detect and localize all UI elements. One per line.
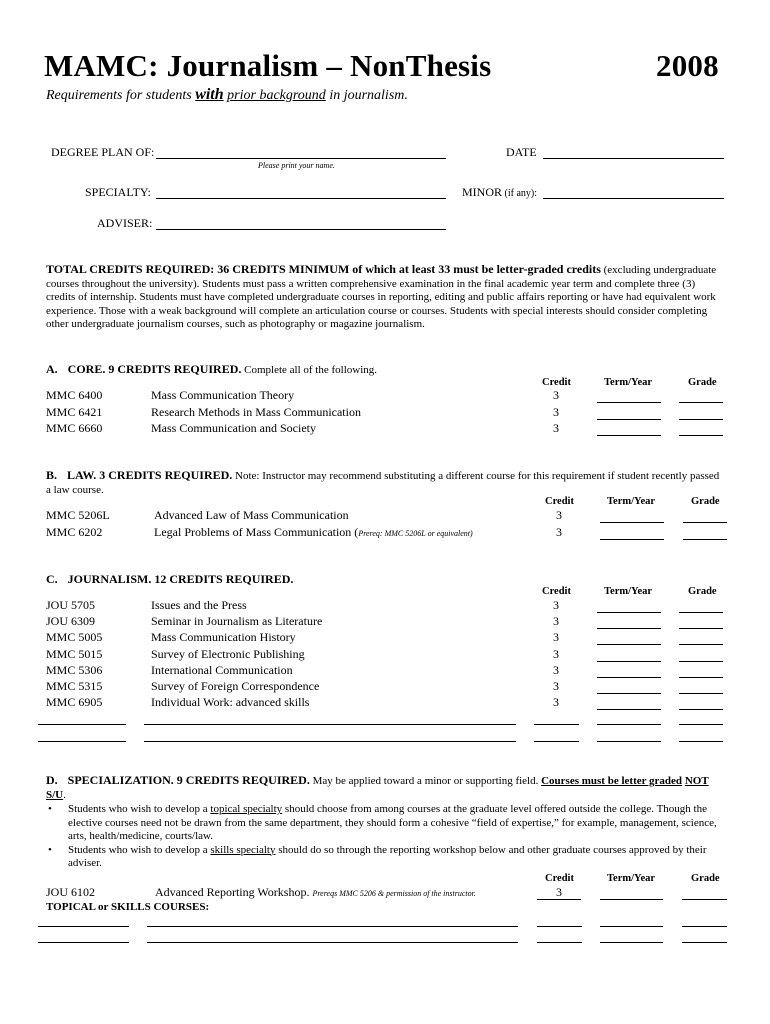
blank-grade-d2[interactable] — [682, 942, 727, 943]
blank-name-c1[interactable] — [144, 724, 516, 725]
section-b-letter: B. — [46, 468, 58, 482]
blank-name-d2[interactable] — [147, 942, 518, 943]
blank-credit-c1[interactable] — [534, 724, 579, 725]
course-code: MMC 6202 — [46, 524, 103, 539]
bullet1-post: should choose from among courses at the graduate level offered outside the college. Though the elective courses need not be drawn from the same department, they should form a cohesive “field of expertise,” for example, management, science, arts, health/medicine, courts/law. — [68, 803, 717, 842]
term-field[interactable] — [600, 899, 663, 900]
bullet1-pre: Students who wish to develop a — [68, 803, 211, 815]
grade-field[interactable] — [679, 402, 723, 403]
col-grade-d: Grade — [691, 873, 720, 884]
grade-field[interactable] — [679, 693, 723, 694]
course-code: MMC 6660 — [46, 421, 103, 435]
course-name-text: Advanced Reporting Workshop. — [155, 885, 313, 899]
course-name-text: Mass Communication and Society — [151, 421, 316, 435]
course-name-text: Individual Work: advanced skills — [151, 695, 310, 710]
grade-field[interactable] — [679, 419, 723, 420]
bullet-dot-icon: • — [48, 803, 52, 815]
term-field[interactable] — [597, 435, 661, 436]
section-c-title: JOURNALISM. 12 CREDITS REQUIRED. — [67, 572, 294, 586]
bullet-topical — [46, 803, 726, 844]
col-term: Term/Year — [604, 377, 653, 388]
course-credit: 3 — [553, 598, 559, 612]
term-field[interactable] — [597, 419, 661, 420]
grade-field[interactable] — [679, 709, 723, 710]
grade-field[interactable] — [679, 628, 723, 629]
course-code: JOU 6309 — [46, 614, 96, 629]
course-credit: 3 — [556, 524, 562, 539]
blank-name-c2[interactable] — [144, 741, 516, 742]
course-name-text: Mass Communication Theory — [151, 388, 295, 402]
degree-plan-field[interactable] — [156, 158, 446, 159]
col-credit-d: Credit — [545, 873, 574, 884]
term-field[interactable] — [597, 612, 661, 613]
bullet2-underlined: skills specialty — [210, 843, 276, 856]
course-credit: 3 — [553, 646, 559, 661]
course-code: JOU 6102 — [46, 885, 96, 899]
course-code: MMC 5005 — [46, 630, 103, 645]
subtitle-with: with — [195, 86, 224, 103]
bullet2-post: should do so through the reporting workshop below and other graduate courses approved by their adviser. — [68, 843, 707, 869]
date-label: DATE — [506, 145, 537, 159]
total-credits-paragraph — [46, 263, 726, 332]
course-credit: 3 — [553, 421, 559, 435]
course-code: MMC 5306 — [46, 662, 103, 677]
print-name-hint: Please print your name. — [258, 161, 335, 170]
course-code: MMC 5206L — [46, 508, 110, 522]
course-credit: 3 — [553, 614, 559, 629]
course-code: MMC 6905 — [46, 695, 103, 710]
blank-grade-c2[interactable] — [679, 741, 723, 742]
subtitle-post: in journalism. — [325, 88, 408, 103]
section-d-period: . — [63, 788, 66, 801]
course-name — [151, 647, 305, 662]
course-name — [151, 614, 322, 629]
term-field[interactable] — [597, 628, 661, 629]
course-name-text: Survey of Electronic Publishing — [151, 646, 305, 661]
term-field[interactable] — [597, 709, 661, 710]
blank-code-d1[interactable] — [38, 926, 129, 927]
col-term-d: Term/Year — [607, 873, 656, 884]
course-name-text: Research Methods in Mass Communication — [151, 404, 361, 419]
term-field[interactable] — [600, 539, 664, 540]
blank-code-d2[interactable] — [38, 942, 129, 943]
grade-field[interactable] — [682, 899, 727, 900]
blank-grade-c1[interactable] — [679, 724, 723, 725]
minor-field[interactable] — [543, 198, 724, 199]
col-grade-c: Grade — [688, 586, 717, 597]
term-field[interactable] — [597, 677, 661, 678]
course-name — [154, 508, 349, 523]
course-code: MMC 5015 — [46, 646, 103, 661]
term-field[interactable] — [597, 644, 661, 645]
section-d-not-su: NOT S/U — [46, 775, 709, 801]
col-grade-b: Grade — [691, 496, 720, 507]
course-name — [151, 421, 316, 436]
section-d-note-underlined: Courses must be letter graded — [541, 775, 683, 787]
course-code: MMC 5315 — [46, 679, 103, 693]
subtitle-pre: Requirements for students — [46, 88, 196, 103]
grade-field[interactable] — [683, 539, 727, 540]
course-name-text: Legal Problems of Mass Communication ( — [154, 524, 359, 539]
grade-field[interactable] — [679, 661, 723, 662]
course-name — [151, 695, 309, 710]
grade-field[interactable] — [683, 522, 727, 523]
grade-field[interactable] — [679, 677, 723, 678]
section-d-title: SPECIALIZATION. 9 CREDITS REQUIRED. — [67, 773, 310, 787]
course-name-text: Survey of Foreign Correspondence — [151, 679, 320, 693]
col-credit-b: Credit — [545, 496, 574, 507]
grade-field[interactable] — [679, 612, 723, 613]
col-credit: Credit — [542, 377, 571, 388]
adviser-field[interactable] — [156, 229, 446, 230]
course-code: MMC 6400 — [46, 388, 103, 402]
section-a-note: Complete all of the following. — [241, 364, 378, 376]
col-term-b: Term/Year — [607, 496, 656, 507]
section-c-letter: C. — [46, 572, 58, 586]
col-grade: Grade — [688, 377, 717, 388]
course-name — [151, 405, 361, 420]
blank-term-c1[interactable] — [597, 724, 661, 725]
course-name-text: International Communication — [151, 662, 293, 677]
blank-credit-d2[interactable] — [537, 942, 582, 943]
section-b-title: LAW. 3 CREDITS REQUIRED. — [67, 468, 233, 482]
bullet2-pre: Students who wish to develop a — [68, 843, 211, 856]
section-a-letter: A. — [46, 362, 58, 376]
course-code: MMC 6421 — [46, 404, 103, 419]
blank-credit-c2[interactable] — [534, 741, 579, 742]
grade-field[interactable] — [679, 644, 723, 645]
blank-term-c2[interactable] — [597, 741, 661, 742]
bullet-dot-icon: • — [48, 843, 52, 856]
minor-label — [462, 185, 537, 200]
blank-code-c2[interactable] — [38, 741, 126, 742]
grade-field[interactable] — [679, 435, 723, 436]
section-a-title: CORE. 9 CREDITS REQUIRED. — [67, 362, 242, 376]
section-d-note: May be applied toward a minor or supporting field. — [309, 775, 542, 787]
subtitle-prior: prior background — [227, 88, 326, 103]
section-c-heading — [46, 572, 293, 587]
blank-term-d2[interactable] — [600, 942, 663, 943]
course-name — [151, 598, 247, 613]
course-credit: 3 — [556, 885, 562, 899]
course-name — [151, 388, 294, 403]
section-d-heading — [46, 774, 726, 802]
section-b-note: Note: Instructor may recommend substituting a different course for this requirement if student recently passed a law course. — [46, 470, 720, 496]
blank-grade-d1[interactable] — [682, 926, 727, 927]
course-credit: 3 — [553, 695, 559, 710]
course-credit: 3 — [553, 388, 559, 402]
bullet-skills — [46, 844, 726, 871]
specialty-field[interactable] — [156, 198, 446, 199]
course-credit: 3 — [553, 630, 559, 645]
course-name — [151, 679, 319, 694]
section-d-letter: D. — [46, 773, 58, 787]
year: 2008 — [656, 48, 719, 83]
credit-underline — [537, 899, 581, 900]
specialization-bullets — [46, 803, 726, 871]
blank-name-d1[interactable] — [147, 926, 518, 927]
degree-plan-label: DEGREE PLAN OF: — [51, 145, 155, 159]
term-field[interactable] — [597, 402, 661, 403]
course-prereq: Prereq: MMC 5206L or equivalent) — [358, 528, 473, 538]
subtitle — [46, 86, 408, 104]
minor-label-text: MINOR — [462, 185, 503, 199]
blank-term-d1[interactable] — [600, 926, 663, 927]
section-b-heading — [46, 469, 726, 497]
col-term-c: Term/Year — [604, 586, 653, 597]
total-heading: TOTAL CREDITS REQUIRED: 36 CREDITS MINIMUM of which at least 33 must be letter-graded credits — [46, 262, 601, 276]
course-name-text: Advanced Law of Mass Communication — [154, 508, 349, 522]
adviser-label: ADVISER: — [97, 216, 153, 230]
section-a-heading — [46, 362, 377, 377]
course-name — [151, 630, 296, 645]
course-credit: 3 — [553, 662, 559, 677]
course-name-text: Mass Communication History — [151, 630, 296, 645]
course-credit: 3 — [556, 508, 562, 522]
page-title: MAMC: Journalism – NonThesis — [44, 48, 492, 83]
minor-hint: (if any): — [502, 188, 538, 199]
bullet1-underlined: topical specialty — [210, 803, 283, 815]
date-field[interactable] — [543, 158, 724, 159]
col-credit-c: Credit — [542, 586, 571, 597]
term-field[interactable] — [597, 661, 661, 662]
topical-label: TOPICAL or SKILLS COURSES: — [46, 901, 210, 913]
course-prereq: Prereqs MMC 5206 & permission of the instructor. — [312, 889, 476, 898]
course-credit: 3 — [553, 679, 559, 693]
course-name-text: Issues and the Press — [151, 598, 247, 612]
blank-code-c1[interactable] — [38, 724, 126, 725]
course-name-text: Seminar in Journalism as Literature — [151, 614, 323, 629]
blank-credit-d1[interactable] — [537, 926, 582, 927]
total-text: (excluding undergraduate courses throughout the university). Students must pass a written comprehensive examination in the final academic year term and complete three (3) credits of internship. Students must have completed undergraduate courses in reporting, editing and public affairs reporting or have had equivalent work experience. Those with a weak background will complete an articulation course or courses. Students with special interests should consider completing other undergraduate journalism courses, such as photography or magazine journalism. — [46, 264, 717, 330]
course-name — [151, 663, 293, 678]
course-name — [154, 525, 473, 540]
specialty-label: SPECIALTY: — [85, 185, 151, 199]
course-credit: 3 — [553, 404, 559, 419]
term-field[interactable] — [597, 693, 661, 694]
course-name — [155, 885, 476, 900]
term-field[interactable] — [600, 522, 664, 523]
course-code: JOU 5705 — [46, 598, 96, 612]
